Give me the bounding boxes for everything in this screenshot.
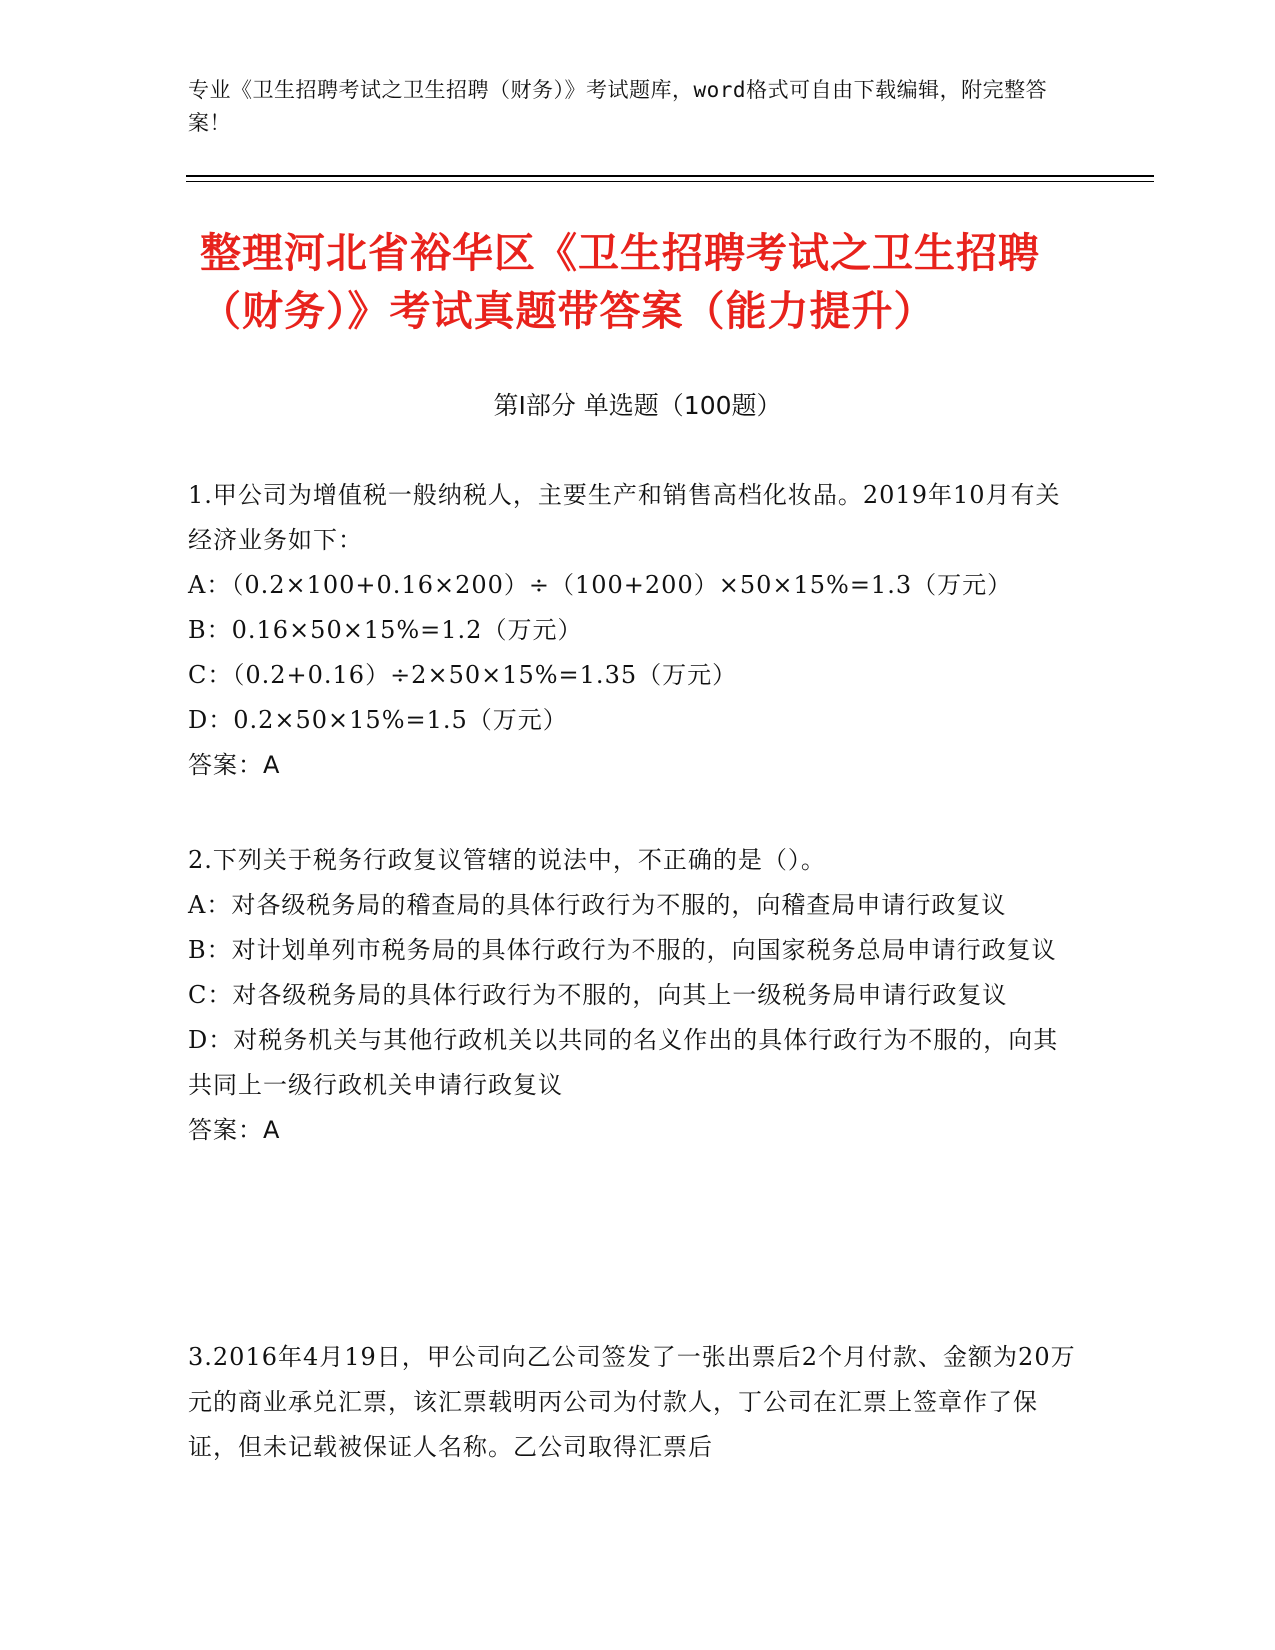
option-a: A：（0.2×100+0.16×200）÷（100+200）×50×15%=1.3（万元） — [188, 571, 1013, 599]
question-stem: 3.2016年4月19日，甲公司向乙公司签发了一张出票后2个月付款、金额为20万元的商业承兑汇票，该汇票载明丙公司为付款人，丁公司在汇票上签章作了保证，但未记载被保证人名称。乙公司取得汇票后 — [188, 1343, 1076, 1461]
option-c: C：（0.2+0.16）÷2×50×15%=1.35（万元） — [188, 661, 738, 689]
option-a: A：对各级税务局的稽查局的具体行政行为不服的，向稽查局申请行政复议 — [188, 891, 1007, 919]
question-stem: 2.下列关于税务行政复议管辖的说法中，不正确的是（）。 — [188, 846, 826, 874]
question-2 — [188, 838, 1078, 1153]
option-d: D：对税务机关与其他行政机关以共同的名义作出的具体行政行为不服的，向其共同上一级行政机关申请行政复议 — [188, 1026, 1059, 1099]
header-divider-thin — [186, 181, 1154, 182]
answer: 答案：A — [188, 751, 281, 779]
section-heading: 第Ⅰ部分 单选题（100题） — [493, 391, 782, 420]
header-divider-thick — [186, 175, 1154, 177]
question-stem: 1.甲公司为增值税一般纳税人，主要生产和销售高档化妆品。2019年10月有关经济业务如下： — [188, 481, 1061, 554]
option-b: B：0.16×50×15%=1.2（万元） — [188, 616, 583, 644]
header-note: 专业《卫生招聘考试之卫生招聘（财务）》考试题库，word格式可自由下载编辑，附完整答案！ — [188, 78, 1048, 135]
answer: 答案：A — [188, 1116, 281, 1144]
option-d: D：0.2×50×15%=1.5（万元） — [188, 706, 568, 734]
option-b: B：对计划单列市税务局的具体行政行为不服的，向国家税务总局申请行政复议 — [188, 936, 1057, 964]
document-title: 整理河北省裕华区《卫生招聘考试之卫生招聘（财务）》考试真题带答案（能力提升） — [200, 229, 1040, 335]
option-c: C：对各级税务局的具体行政行为不服的，向其上一级税务局申请行政复议 — [188, 981, 1008, 1009]
question-1 — [188, 473, 1078, 788]
question-3 — [188, 1335, 1078, 1470]
